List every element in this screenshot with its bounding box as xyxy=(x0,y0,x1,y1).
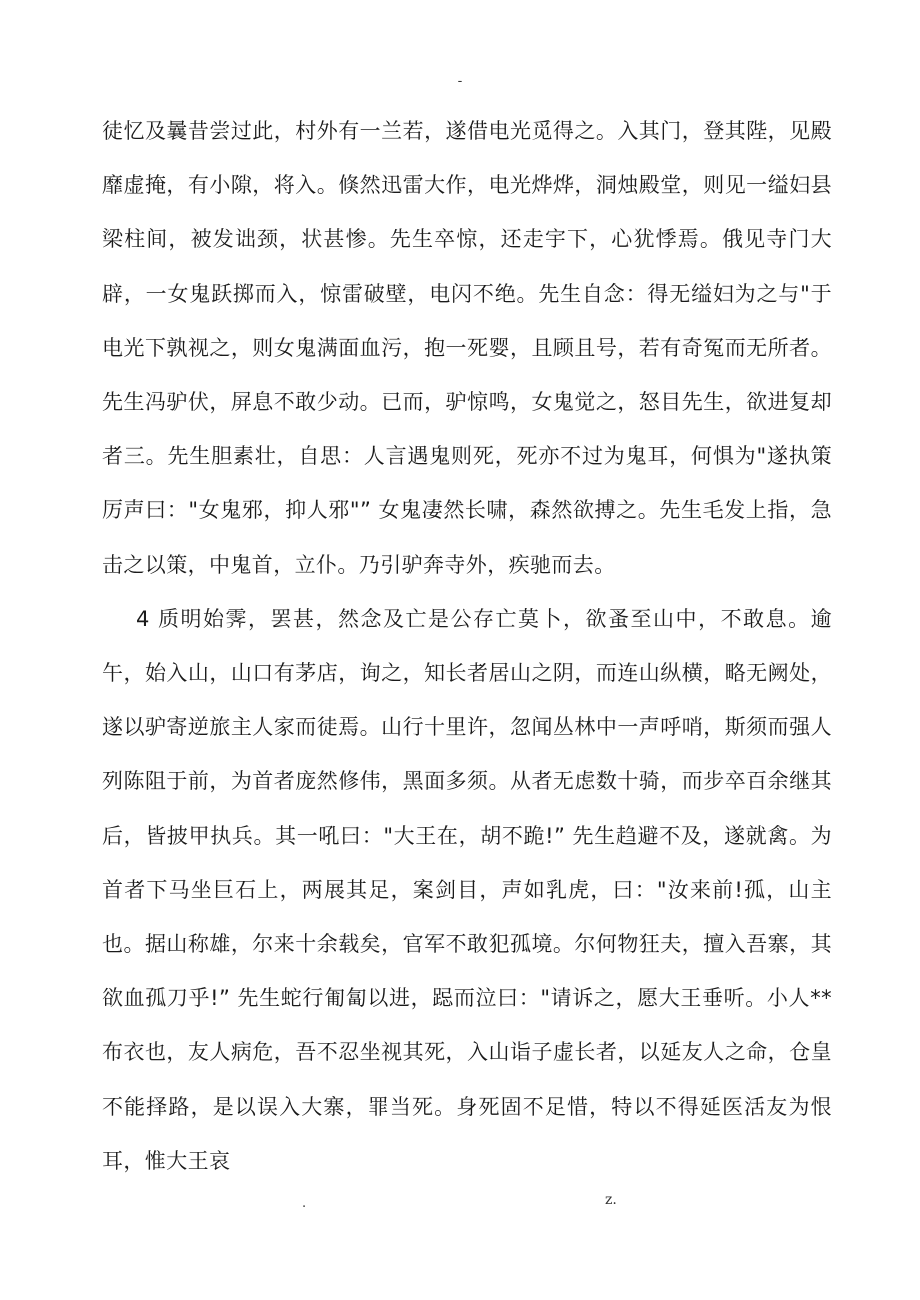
paragraph-section-4: 4 质明始霁，罢甚，然念及亡是公存亡莫卜，欲蚤至山中，不敢息。逾午，始入山，山口有茅店，询之，知长者居山之阴，而连山纵横，略无阙处，遂以驴寄逆旅主人家而徒焉。山行十里许，忽闻丛林中一声呼哨，斯须而强人列陈阻于前，为首者庞然修伟，黑面多须。从者无虑数十骑，而步卒百余继其后，皆披甲执兵。其一吼曰："大王在，胡不跪!” 先生趋避不及，遂就禽。为首者下马坐巨石上，两展其足，案剑目，声如乳虎，曰："汝来前!孤，山主也。据山称雄，尔来十余载矣，官军不敢犯孤境。尔何物狂夫，擅入吾寨，其欲血孤刀乎!” 先生蛇行匍匐以进，跽而泣曰："请诉之，愿大王垂听。小人**布衣也，友人病危，吾不忍坐视其死，入山诣子虚长者，以延友人之命，仓皇不能择路，是以误入大寨，罪当死。身死固不足惜，特以不得延医活友为恨耳，惟大王哀 xyxy=(102,606,832,1173)
page-footer-right: z. xyxy=(605,1192,617,1208)
paragraph-continued: 徒忆及曩昔尝过此，村外有一兰若，遂借电光觅得之。入其门，登其陛，见殿靡虚掩，有小隙，将入。倏然迅雷大作，电光烨烨，洞烛殿堂，则见一缢妇县梁柱间，被发诎颈，状甚惨。先生卒惊，还走宇下，心犹悸焉。俄见寺门大辟，一女鬼跃掷而入，惊雷破壁，电闪不绝。先生自念：得无缢妇为之与"于电光下孰视之，则女鬼满面血污，抱一死婴，且顾且号，若有奇冤而无所者。先生冯驴伏，屏息不敢少动。已而，驴惊鸣，女鬼觉之，怒目先生，欲进复却者三。先生胆素壮，自思：人言遇鬼则死，死亦不过为鬼耳，何惧为"遂执策厉声曰："女鬼邪，抑人邪"” 女鬼凄然长啸，森然欲搏之。先生毛发上指，急击之以策，中鬼首，立仆。乃引驴奔寺外，疾驰而去。 xyxy=(102,119,832,577)
page-header-mark: - xyxy=(457,74,463,89)
page-footer-left: . xyxy=(302,1196,307,1211)
document-body xyxy=(102,104,832,1188)
